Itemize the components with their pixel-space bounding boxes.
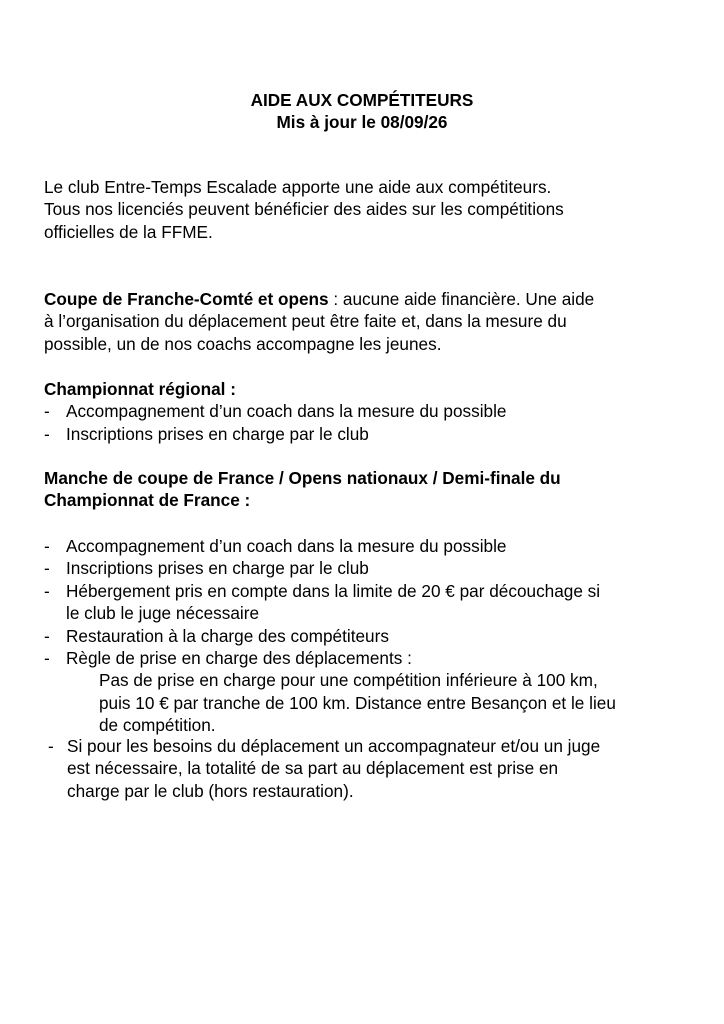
list-item-text: Règle de prise en charge des déplacements : [66,648,412,669]
list-item-text: Si pour les besoins du déplacement un accompagnateur et/ou un juge [67,736,601,756]
list-item-text: est nécessaire, la totalité de sa part au déplacement est prise en [67,758,559,779]
intro-line: officielles de la FFME. [44,221,213,242]
bullet-dash: - [44,625,50,646]
list-item-text: le club le juge nécessaire [66,603,259,624]
bullet-dash: - [44,558,50,579]
list-item [44,647,684,737]
manche-heading-line: Championnat de France : [44,490,251,511]
list-item [44,423,684,445]
championnat-section [44,378,684,445]
bullet-dash: - [48,736,54,756]
manche-heading-line: Manche de coupe de France / Opens nationaux / Demi-finale du [44,468,561,488]
list-item [44,557,684,579]
manche-list [44,535,684,737]
coupe-line: à l’organisation du déplacement peut être faite et, dans la mesure du [44,311,567,332]
coupe-text: : aucune aide financière. Une aide [328,289,595,309]
list-item-text: Accompagnement d’un coach dans la mesure du possible [66,536,507,556]
list-item [44,580,684,625]
list-item-text: Inscriptions prises en charge par le club [66,423,369,444]
intro-line: Le club Entre-Temps Escalade apporte une aide aux compétiteurs. [44,177,552,197]
bullet-dash: - [44,536,50,556]
sub-text: puis 10 € par tranche de 100 km. Distance entre Besançon et le lieu [99,692,616,713]
coupe-heading: Coupe de Franche-Comté et opens [44,289,329,309]
list-item [48,735,688,802]
document-title: AIDE AUX COMPÉTITEURS [250,90,474,110]
sub-text: de compétition. [99,715,216,736]
list-item [44,535,684,557]
coupe-section [44,288,684,355]
bullet-dash: - [44,401,50,422]
bullet-dash: - [44,423,50,444]
manche-last-item [48,735,688,802]
list-item-text: charge par le club (hors restauration). [67,780,354,801]
coupe-line: possible, un de nos coachs accompagne les jeunes. [44,333,442,354]
championnat-heading: Championnat régional : [44,379,236,399]
list-item-text: Restauration à la charge des compétiteurs [66,625,389,646]
list-item [44,625,684,647]
list-item [44,400,684,422]
manche-heading [44,467,684,512]
list-item-text: Inscriptions prises en charge par le club [66,558,369,579]
update-date: Mis à jour le 08/09/26 [276,112,448,132]
intro-line: Tous nos licenciés peuvent bénéficier des aides sur les compétitions [44,199,564,220]
list-item-text: Accompagnement d’un coach dans la mesure du possible [66,401,507,422]
intro-paragraph [44,176,684,243]
list-item-text: Hébergement pris en compte dans la limite de 20 € par découchage si [66,580,601,601]
bullet-dash: - [44,648,50,669]
bullet-dash: - [44,580,50,601]
sub-text: Pas de prise en charge pour une compétition inférieure à 100 km, [99,670,598,691]
coupe-line [44,288,684,310]
